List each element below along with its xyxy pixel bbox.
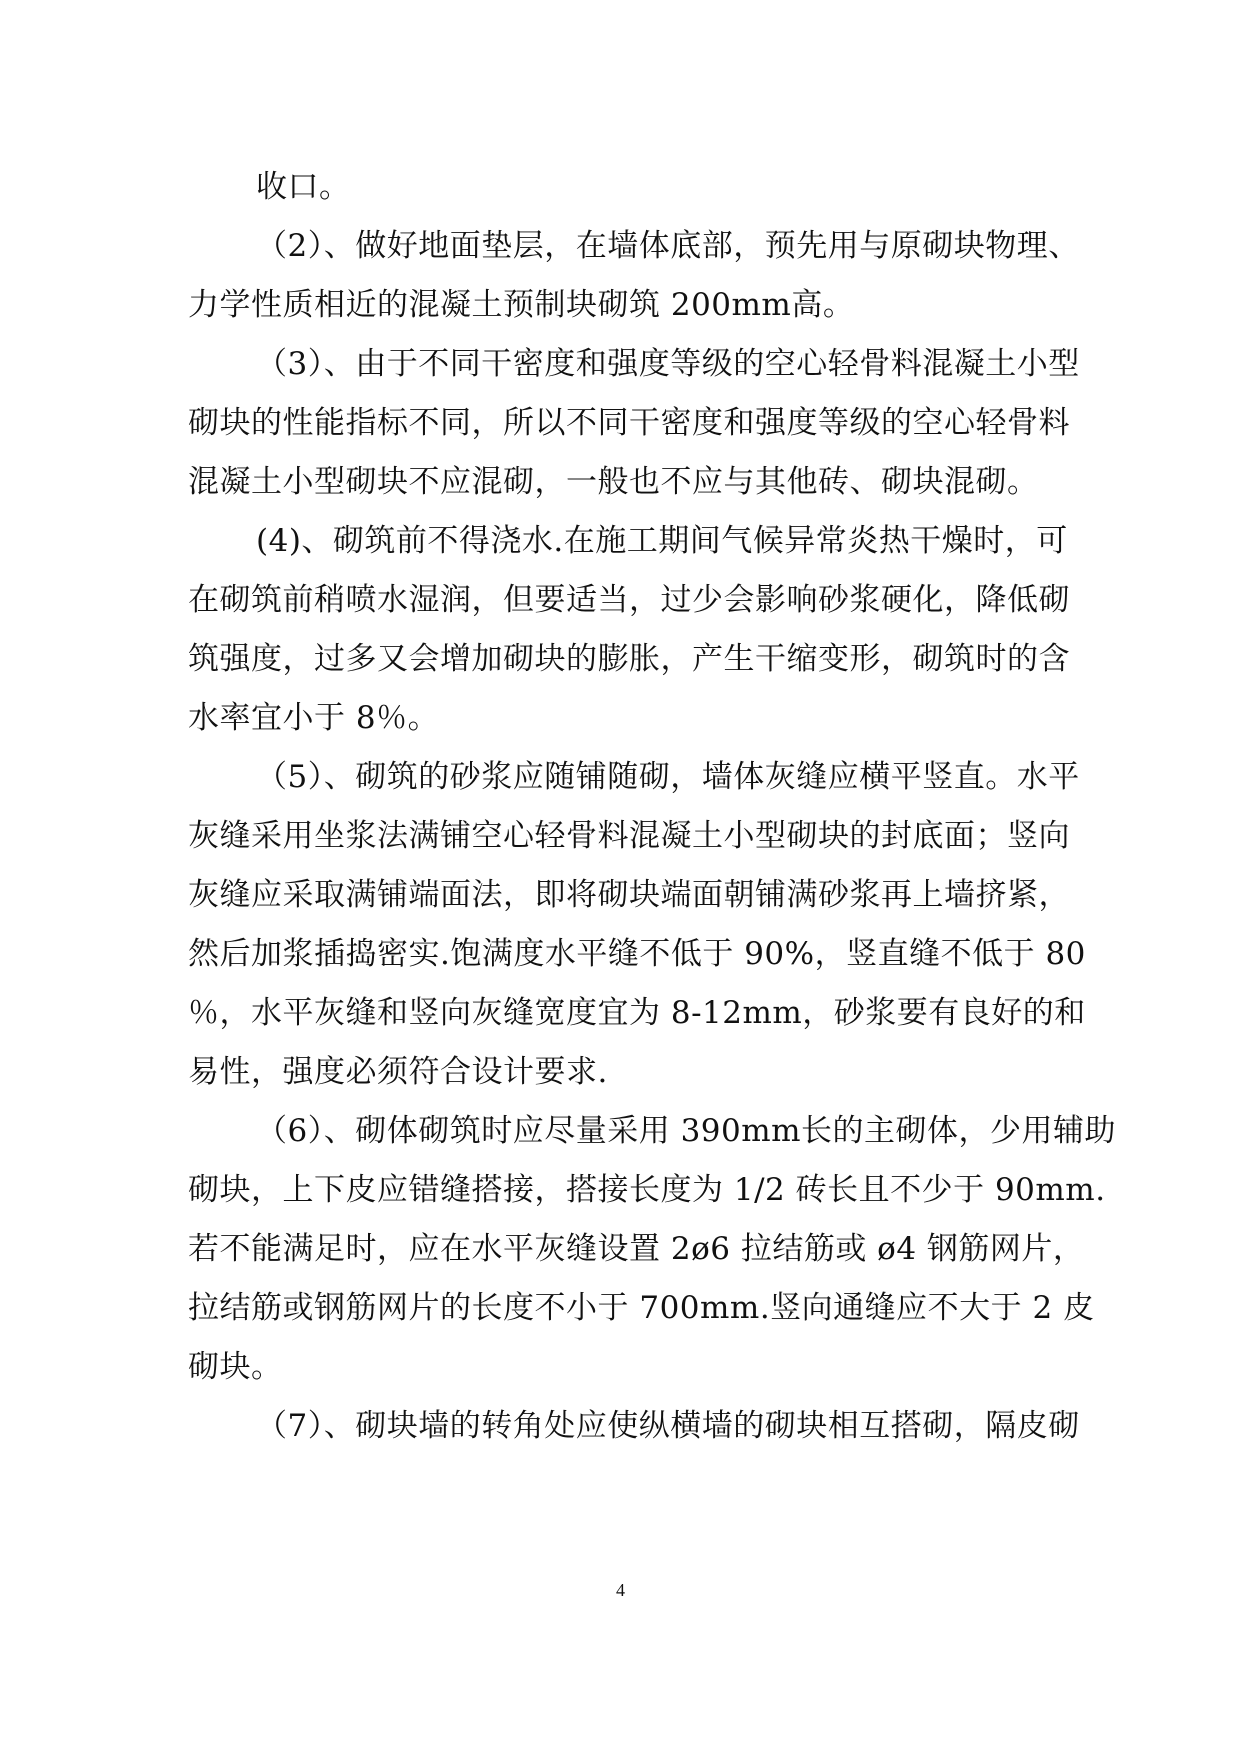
text-line: （5）、砌筑的砂浆应随铺随砌，墙体灰缝应横平竖直。水平 — [256, 759, 1080, 795]
text-line: 易性，强度必须符合设计要求. — [188, 1054, 608, 1090]
text-line: 拉结筋或钢筋网片的长度不小于 700mm.竖向通缝应不大于 2 皮 — [188, 1290, 1095, 1326]
text-line: 然后加浆插捣密实.饱满度水平缝不低于 90%，竖直缝不低于 80 — [188, 936, 1086, 972]
text-line: ％，水平灰缝和竖向灰缝宽度宜为 8-12mm，砂浆要有良好的和 — [188, 995, 1086, 1031]
text-line: 若不能满足时，应在水平灰缝设置 2ø6 拉结筋或 ø4 钢筋网片， — [188, 1231, 1085, 1267]
text-line: 砌块。 — [188, 1349, 283, 1385]
body-text — [188, 158, 1117, 1456]
text-line: （7）、砌块墙的转角处应使纵横墙的砌块相互搭砌，隔皮砌 — [256, 1408, 1080, 1444]
text-line: 水率宜小于 8％。 — [188, 700, 440, 736]
text-line: （6）、砌体砌筑时应尽量采用 390mm长的主砌体，少用辅助 — [256, 1113, 1117, 1149]
text-line: 混凝土小型砌块不应混砌，一般也不应与其他砖、砌块混砌。 — [188, 464, 1039, 500]
text-line: 砌块，上下皮应错缝搭接，搭接长度为 1/2 砖长且不少于 90mm. — [188, 1172, 1106, 1208]
text-line: 砌块的性能指标不同，所以不同干密度和强度等级的空心轻骨料 — [188, 405, 1070, 441]
page-number: 4 — [616, 1580, 625, 1600]
text-line: 灰缝采用坐浆法满铺空心轻骨料混凝土小型砌块的封底面；竖向 — [188, 818, 1070, 854]
text-line: 收口。 — [256, 169, 351, 205]
text-line: (4)、砌筑前不得浇水.在施工期间气候异常炎热干燥时，可 — [256, 523, 1068, 559]
text-line: 在砌筑前稍喷水湿润，但要适当，过少会影响砂浆硬化，降低砌 — [188, 582, 1070, 618]
text-line: 力学性质相近的混凝土预制块砌筑 200mm高。 — [188, 287, 855, 323]
text-line: 筑强度，过多又会增加砌块的膨胀，产生干缩变形，砌筑时的含 — [188, 641, 1070, 677]
text-line: （3）、由于不同干密度和强度等级的空心轻骨料混凝土小型 — [256, 346, 1080, 382]
text-line: 灰缝应采取满铺端面法，即将砌块端面朝铺满砂浆再上墙挤紧， — [188, 877, 1070, 913]
text-line: （2）、做好地面垫层，在墙体底部，预先用与原砌块物理、 — [256, 228, 1080, 264]
